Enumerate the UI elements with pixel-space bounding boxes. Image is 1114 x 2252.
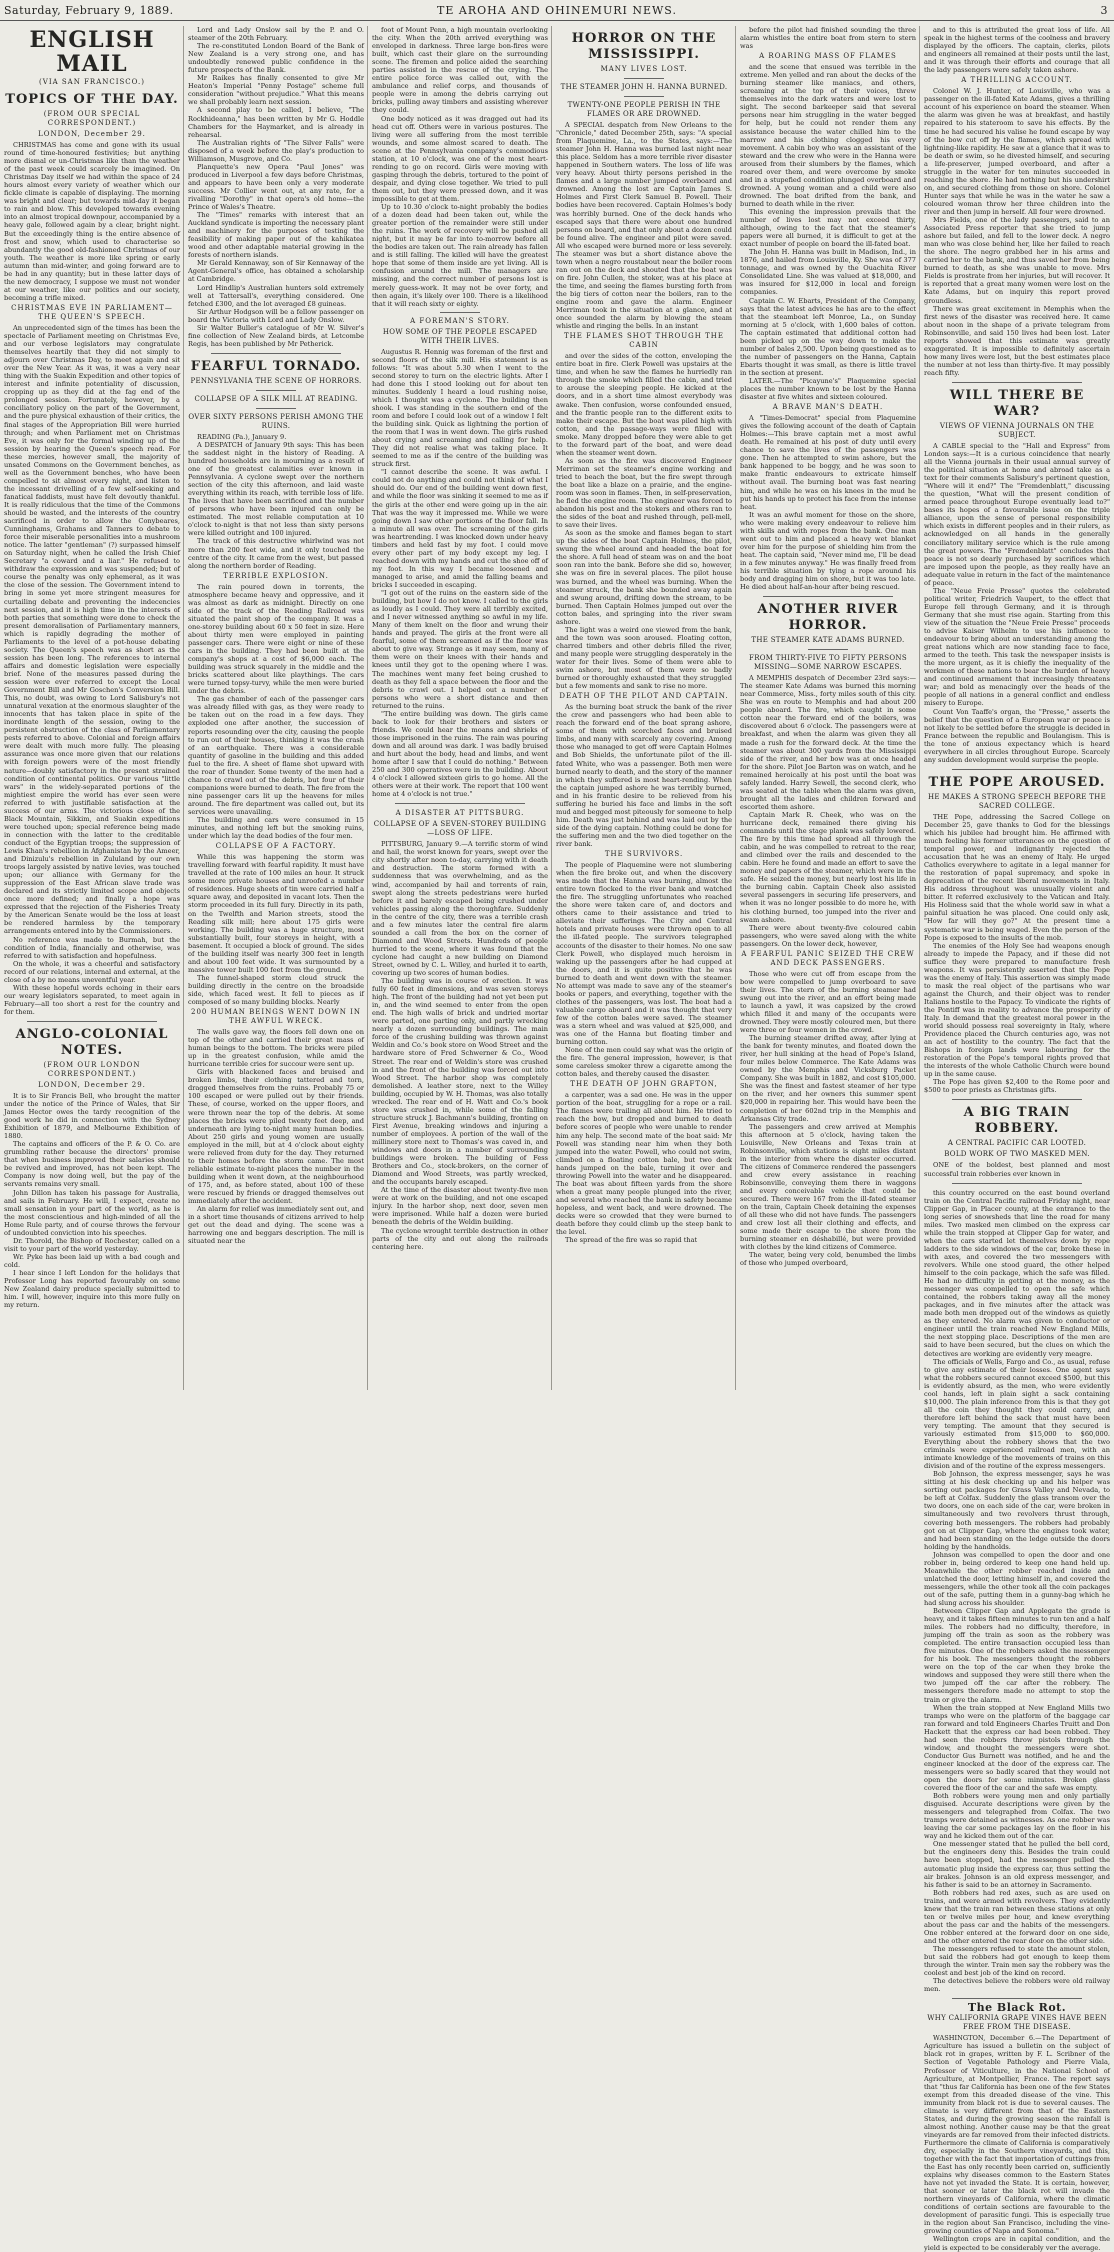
section-rule bbox=[952, 769, 1082, 770]
paragraph: and to this is attributed the great loss of life. All speak in the highest terms of the coolness and bravery displayed by the officers. The captain, clerks, pilots and engineers all remained at their posts until the last, and it was through their efforts and courage that all the lady passengers were safely taken ashore. bbox=[924, 26, 1110, 75]
paragraph: Lord Hindlip's Australian hunters sold extremely well at Tattersall's, everything considered. One fetched £300, and the lot averaged £8 guineas. bbox=[188, 283, 364, 308]
paragraph: When the train stopped at New England Mills two tramps who were on the platform of the baggage car ran forward and told Engineers Charles Truitt and Don Hackett that the express car had been robbed. They had seen the robbers throw pistols through the window, and thought the messengers were shot. Conductor Gus Burnett was notified, and he and the engineer knocked at the door of the express car. The messengers were so badly scared that they would not open the doors for some minutes. Broken glass covered the floor of the car and the safe was empty. bbox=[924, 1703, 1110, 1793]
paragraph: As soon as the smoke and flames began to start up the sides of the boat Captain Holmes, the pilot, swung the wheel around and headed the boat for the shore. A full head of steam was on and the boat soon ran into the bank. Before she did so, however, she was on fire in several places. The pilot house was burned, and the wheel was burning. When the steamer struck, the bank she bounded away again and swung around, drifting down the stream, to be burned. Then Captain Holmes jumped out over the cotton bales, and springing into the river swam ashore. bbox=[556, 529, 732, 626]
subheading: 200 HUMAN BEINGS WENT DOWN IN THE AWFUL WRECK. bbox=[190, 1008, 362, 1026]
source-line: (FROM OUR LONDON CORRESPONDENT.) bbox=[43, 1060, 141, 1078]
subheading: TERRIBLE EXPLOSION. bbox=[223, 571, 329, 580]
paragraph: "The entire building was down. The girls came back to look for their brothers and sisters or friends. We could hear the moans and shrieks of those imprisoned in the ruins. The rain was pouring down and all around was dark. I was badly bruised and hurt about the body, head and limbs, and went home after I saw that I could do nothing." Between 250 and 300 operatives were in the building. About 4 o'clock I allowed sixteen girls to go home. All the others were at their work. The report that 100 went home at 4 o'clock is not true." bbox=[372, 709, 548, 799]
paragraph: Girls with blackened faces and bruised and broken limbs, their clothing tattered and torn, dragged themselves from the ruins. Probably 75 or 100 escaped or were pulled out by their friends. These, of course, worked on the upper floors, and were thrown near the top of the debris. At some places the bricks were piled twenty feet deep, and underneath are lying to-night many human bodies. About 250 girls and young women are usually employed in the mill, but at 4 o'clock about eighty were relieved from duty for the day. They returned to their homes before the storm came. The most reliable estimate to-night places the number in the building when it went down, at the neighbourhood of 175, and, as before stated, about 100 of these were rescued by friends or dragged themselves out immediately after the accident. bbox=[188, 1068, 364, 1206]
paragraph: The Australian rights of "The Silver Falls" were disposed of a week before the play's production to Williamson, Musgrove, and Co. bbox=[188, 138, 364, 163]
paragraph: The gas chamber of each of the passenger cars was already filled with gas, as they were ready to be taken out on the road in a few days. They exploded one after another, the succession of reports resounding over the city, causing the people to run out of their houses, thinking it was the crash of an earthquake. There was a considerable quantity of gasoline in the building and this added fuel to the fire. A sheet of flame shot upward with the roar of thunder. Some twenty of the men had a chance to crawl out of the debris, but four of their companions were burned to death. The fire from the nine passenger cars lit up the heavens for miles around. The fire department was called out, but its services were unavailing. bbox=[188, 695, 364, 816]
newspaper-title: TE AROHA AND OHINEMURI NEWS. bbox=[437, 4, 677, 17]
subheading: A FEARFUL PANIC SEIZED THE CREW AND DECK PASSENGERS. bbox=[741, 949, 915, 967]
paragraph: The John H. Hanna was built in Madison, Ind., in 1876, and hailed from Louisville, Ky. She was of 377 tonnage, and was owned by the Ouachita River Consolidated Line. She was valued at $18,000, and was insured for $12,000 in local and foreign companies. bbox=[740, 248, 916, 297]
paragraph: The light was a weird one viewed from the bank, and the town was soon aroused. Floating cotton, charred timbers and other debris filled the river, and many people were struggling desperately in the water for their lives. Some of them were able to swim ashore, but most of them were so badly burned or thoroughly exhausted that they struggled but a few moments and sank to rise no more. bbox=[556, 625, 732, 691]
paragraph: The Pope has given $2,400 to the Rome poor and $500 to poor priests as Christmas gifts. bbox=[924, 1078, 1110, 1095]
paragraph: Mr Gerald Kennaway, son of Sir Kennaway of the Agent-General's office, has obtained a scholarship at Cambridge. bbox=[188, 259, 364, 284]
paragraph: "I got out of the ruins on the eastern side of the building, but how I do not know. I called to the girls as loudly as I could. They were all terribly excited, and I never witnessed anything so awful in my life. Many of them knelt on the floor and wrung their hands and prayed. The girls at the front were all fearful, some of them screamed as if the floor was about to give way. Strange as it may seem, many of them were on their knees with their hands and knees until they got to the opening where I was. The machines went many feet being crushed to death as they fell a space between the floor and the debris to crawl out. I helped out a number of persons who were a short distance and then returned to the ruins. bbox=[372, 589, 548, 710]
deck-line: THE STEAMER KATE ADAMS BURNED. bbox=[751, 636, 905, 645]
paragraph: An unprecedented sign of the times has been the spectacle of Parliament meeting on Christmas Eve, and our verbose legislators may congratulate themselves heartily that they did not simply to adjourn over Christmas Day, to meet again and sit over the New Year. As it was, it was a very near thing with the Suakin Expedition and other topics of interest and infinite potentiality of discussion, cropping up as they did at the fag end of the prolonged session. Fortunately, however, by a conciliatory policy on the part of the Government, and the pure physical exhaustion of their critics, the final stages of the Appropriation Bill were hurried through; and when Parliament met on Christmas Eve, it was only for the formal winding up of the session by hearing the Queen's speech read. For these mercies, however small, the majority of unsated Commons on the Government benches, as well as the Government benches, who have been compelled to sit almost every night, and listen to the incessant drivelling of a few self-seeking and fanatical faddists, must have felt devoutly thankful. It is really ridiculous that the time of the Commons should be wasted, and the interests of the country sacrificed in order to allow the Conybeares, Cunninghams, Grahams and Tanners to debate to force their miserable personalities into a mushroom notice. The latter "gentleman" (?) surpassed himself on Saturday night, when he called the Irish Chief Secretary "a coward and a liar." He refused to withdraw the expression and was suspended; but of course the penalty was only ephemeral, as it was the close of the session. The Government intend to bring in some yet more stringent measures for curtailing debate and preventing the indecencies next session, and it is high time in the interests of both parties that something were done to check the present demoralisation of Parliamentary manners, which is rapidly degrading the mother of Parliaments to the level of a pot-house debating society. The Queen's speech was as short as the session has been long. The references to internal affairs and domestic legislation were especially brief. None of the measures passed during the session were ever referred to except the Local Government Bill and Mr Goschen's Conversion Bill. This, no doubt, was owing to Lord Salisbury's not unnatural vexation at the enormous slaughter of the innocents that has taken place in spite of the inordinate length of the session, owing to the persistent obstruction of the class of Parliamentary pests referred to above. Colonial and foreign affairs were dealt with much more fully. The pleasing assurance was once more given that our relations with foreign powers were of the most friendly nature—doubly satisfactory in the present strained condition of continental politics. Our various "little wars" in the widely-separated portions of the mightiest empire the world has ever seen were referred to with justifiable satisfaction at the success of our arms. The victorious close of the Black Mountain, Sikkim, and Suakin expeditions were touched upon; special reference being made in connection with the latter to the creditable conduct of the Egyptian troops; the suppression of Lewis Khan's rebellion in Afghanistan by the Ameer, and Dinizulu's rebellion in Zululand by our own troops largely assisted by native levies, was touched upon; our alliance with Germany for the suppression of the East African slave trade was declared and its strictly limited scope and objects once more defined; and finally a hope was expressed that the rejection of the Fisheries Treaty by the American Senate would be the loss at least be rendered harmless by the temporary arrangements entered into by the Commissioners. bbox=[4, 323, 180, 936]
tornado-headline: FEARFUL TORNADO. bbox=[190, 358, 362, 374]
column-6 bbox=[924, 26, 1110, 2252]
paragraph: The officials of Wells, Fargo and Co., as usual, refuse to give any estimate of their losses. One agent says what the robbers secured cannot exceed $500, but this is evidently absurd, as the men, who were evidently cool hands, left in plain sight a sack containing $10,000. The plain inference from this is that they got all the coin they thought they could carry, and therefore left behind the sack that must have been very tempting. The amount that they secured is variously estimated from $15,000 to $60,000. Everything about the robbery shows that the two criminals were experienced railroad men, with an intimate knowledge of the movements of trains on this division and of the routine of the express messengers. bbox=[924, 1357, 1110, 1471]
column-3 bbox=[372, 26, 548, 1390]
via-line: (VIA SAN FRANCISCO.) bbox=[39, 78, 145, 86]
paragraph: Captain C. W. Ebarts, President of the Company, says that the latest advices he has are to the effect that the steamboat left Monroe, La., on Sunday morning at 5 o'clock, with 1,600 bales of cotton. The captain estimated that additional cotton had been picked up on the way down to make the number of bales 2,500. Upon being questioned as to the number of passengers on the Hanna, Captain Ebarts thought it was small, as there is little travel in the section at present. bbox=[740, 296, 916, 377]
paragraph: Colonel W. J. Hunter, of Louisville, who was a passenger on the ill-fated Kate Adams, gives a thrilling account of his experience on board the steamer. When the alarm was given he was at breakfast, and hastily repaired to his stateroom to save his effects. By the time he had secured his valise he found escape by way of the bow cut off by the flames, which spread with lightning-like rapidity. He saw at a glance that it was to be death or swim, so he divested himself, and securing a life-preserver, jumped overboard, and after a struggle in the water for ten minutes succeeded in reaching the shore. He had nothing but his undershirt on, and secured clothing from those on shore. Colonel Hunter says that while he was in the water he saw a coloured woman throw her three children into the river and then jump in herself. All four were drowned. bbox=[924, 87, 1110, 216]
paragraph: The spread of the fire was so rapid that bbox=[565, 1236, 698, 1245]
paragraph: Between Clipper Gap and Applegate the grade is heavy, and it takes fifteen minutes to run ten and a half miles. The robbers had no difficulty, therefore, in jumping off the train as soon as the robbery was completed. The entire transaction occupied less than five minutes. One of the robbers asked the messenger for his book. The messengers thought the robbers were on the top of the car when they broke the windows and supposed they were still there when the two jumped off the car after the robbery. The messengers therefore made no attempt to stop the train or give the alarm. bbox=[924, 1607, 1110, 1704]
paragraph: A CABLE special to the "Hall and Express" from London says:—It is a curious coincidence that nearly all the Vienna journals in their usual annual survey of the political situation at home and abroad take as a text for their comments Salisbury's pertinent question, "Where will it end?" The "Fremdenblatt," discussing the question, "What will the present condition of armed peace throughout Europe eventually lead to?" bases its hopes of a favourable issue on the triple alliance, upon the sense of personal responsibility which exists in different peoples and in their rulers, as acknowledged on all hands in the generally conciliatory military service which is the rule among the great powers. The "Fremdenblatt" concludes that peace is not so dearly purchased by sacrifices which are imposed upon the people, as they really have an adequate value in return in the fact of the maintenance of peace. bbox=[924, 441, 1110, 587]
section-rule bbox=[952, 1183, 1082, 1184]
paragraph: this country occurred on the east bound overland train on the Central Pacific railroad Friday night, near Clipper Gap, in Placer county, at the entrance to the long series of snowsheds that line the road for many miles. Two masked men climbed on the express car while the train stopped at Clipper Gap for water, and when the cars started let themselves down by rope ladders to the side windows of the car, broke these in with axes, and covered the two messengers with revolvers. While one stood guard, the other helped himself to the coin package, which the safe was filled. He had no difficulty in getting at the money, as the messenger was compelled to open the safe which contained, the robbers taking away all the money packages, and in five minutes after the attack was made both men dropped out of the windows as quietly as they entered. No alarm was given to conductor or engineer until the train reached New England Mills, the next stopping place. Descriptions of the men are said to have been secured, but the clues on which the detectives are working are evidently very meagre. bbox=[924, 1188, 1110, 1358]
paragraph: None of the men could say what was the origin of the fire. The general impression, however, is that some careless smoker threw a cigarette among the cotton bales, and thereby caused the disaster. bbox=[556, 1046, 732, 1079]
paragraph: The rain poured down in torrents, the atmosphere became heavy and oppressive, and it was almost as dark as midnight. Directly on one side of the track of the Reading Railroad was situated the paint shop of the company. It was a one-storey building about 60 x 50 feet in size. Here about thirty men were employed in painting passenger cars. There were eight or nine of these cars in the building. They had been built at the company's shops at a cost of $6,000 each. The building was struck squarely in the middle and the bricks scattered about like playthings. The cars were turned topsy-turvy, while the men were buried under the debris. bbox=[188, 582, 364, 696]
subheading: DEATH OF THE PILOT AND CAPTAIN. bbox=[559, 692, 729, 701]
deck-line: COLLAPSE OF A SEVEN-STOREY BUILDING—LOSS OF LIFE. bbox=[373, 820, 547, 838]
paragraph: Augustus R. Hennig was foreman of the first and second floors of the silk mill. His statement is as follows: "It was about 5.30 when I went to the second storey to turn on the electric lights. After I had done this I stood looking out for about ten minutes. Suddenly I heard a loud rushing noise, which I thought was a cyclone. The building then shook. I was standing in the southern end of the room and before I could look out of a window I felt the building sink. Quick as lightning the portion of the room that I was in went down. The girls rushed about crying and screaming and calling for help. They did not realise what was taking place. It seemed to me as if the centre of the building was struck first. bbox=[372, 347, 548, 469]
paragraph: A "Times-Democrat" special from Plaquemine gives the following account of the death of Captain Holmes:—This brave captain met a most awful death. He remained at his post of duty until every chance to save the lives of the passengers was gone. Then he attempted to swim ashore, but the bank happened to be boggy, and he was soon to make frantic endeavours to extricate himself without avail. The burning boat was fast nearing him, and while he was on his knees in the mud he put his hands up to protect his face from the intense heat. bbox=[740, 414, 916, 511]
paragraph: Up to 10.30 o'clock to-night probably the bodies of a dozen dead had been taken out, while the greater portion of the remainder were still under the ruins. The work of recovery will be pushed all night, but it may be far into to-morrow before all the bodies are taken out. The rain already has fallen and is still falling. The killed will have the greatest hope that some of them inside are yet living. All is confusion around the mill. The managers are missing, and the correct number of persons lost is merely guess-work. It may not be over forty, and then again, it's likely over 100. There is a likelihood that it will reach sixty or eighty. bbox=[372, 203, 548, 308]
paragraph: The funnel-shaped storm cloud struck the building directly in the centre on the broadside side, which faced west. It fell to pieces as if composed of so many building blocks. Nearly bbox=[188, 973, 364, 1007]
short-rule bbox=[624, 96, 664, 97]
subheading: THE FLAMES SHOT THROUGH THE CABIN bbox=[564, 332, 724, 350]
column-5 bbox=[740, 26, 916, 1390]
paragraph: There was great excitement in Memphis when the first news of the disaster was received here. It came about noon in the shape of a private telegram from Robinsonville, and said 150 lives had been lost. Later reports showed that this estimate was greatly exaggerated. It is impossible to definitely ascertain how many lives were lost, but the best estimates place the number at not less than thirty-five. It may possibly reach fifty. bbox=[924, 304, 1110, 377]
page-number: 3 bbox=[1100, 4, 1108, 17]
section-rule bbox=[395, 803, 525, 804]
english-mail-headline: ENGLISH MAIL bbox=[29, 27, 155, 77]
section-rule bbox=[952, 1099, 1082, 1100]
paragraph: Mrs Fields, one of the lady passengers, said to an Associated Press reporter that she tried to jump ashore but failed, and fell to the lower deck. A negro man who was close behind her, like her failed to reach the shore. The negro grabbed her in his arms and carried her to the bank, and thus saved her from being burned to death, as she was unable to move. Mrs Fields is prostrate from her injuries, but will recover. It is reported that a great many women were lost on the Kate Adams, but on inquiry this report proved groundless. bbox=[924, 216, 1110, 305]
paragraph: The building was in course of erection. It was fully 60 feet in dimensions, and was seven storeys high. The front of the building had not yet been put in, and the wind seemed to enter from the open end. The high walls of brick and undried mortar were parted, one parting only, and partly wrecking nearly a dozen surrounding buildings. The main force of the crushing building was thrown against Weldin and Co.'s book store on Wood Street and the hardware store of Fred Schwerner & Co., Wood Street. The rear end of Weldin's store was crushed in and the front of the building was forced out into Wood Street. The harbor shop was completely demolished. A leather store, next to the Willey building, occupied by W. H. Thomas, was also totally wrecked. The rear end of H. Watt and Co.'s book store was crushed in, while some of the falling structure struck J. Bachmann's building, fronting on First Avenue, breaking windows and injuring a number of employees. A portion of the wall of the millinery store next to Thomas's was caved in, and windows and doors in a number of surrounding buildings were broken. The building of Fess Brothers and Co., stock-brokers, on the corner of Diamond and Wood Streets, was partly wrecked, and the occupants barely escaped. bbox=[372, 977, 548, 1187]
paragraph: WASHINGTON, December 6.—The Department of Agriculture has issued a bulletin on the subject of black rot in grapes, written by F. L. Scribner of the Section of Vegetable Pathology and Pierre Viala, Professor of Viticulture, in the National School of Agriculture, at Montpellier, France. The report says that "thus far California has been one of the few States exempt from this dreaded disease of the vine. This immunity from black rot is due to several causes. The climate is very different from that of the Eastern States, and during the growing season the rainfall is almost nothing. Another cause may be that the great vineyards are far removed from their infected districts. Furthermore the climate of California is comparatively dry, especially in the Southern vineyards, and this, together with the fact that importation of cuttings from the East has only recently been carried on, sufficiently explains why diseases common to the Eastern States have not yet invaded the State. It is certain, however, that sooner or later the black rot will invade the northern vineyards of California, where the climatic conditions of certain sections are favourable to the development of parasitic fungi. This is especially true in the region about San Francisco, including the vine-growing counties of Napa and Sonoma." bbox=[924, 2034, 1110, 2236]
column-1 bbox=[4, 26, 180, 1390]
deck-line: A CENTRAL PACIFIC CAR LOOTED. bbox=[947, 1139, 1087, 1148]
paragraph: The "Times" remarks with interest that an Auckland syndicate is importing the necessary plant and machinery for the purposes of testing the feasibility of making paper out of the kahikatea wood and other adaptable material growing in the forests of northern islands. bbox=[188, 211, 364, 260]
deck-line: VIEWS OF VIENNA JOURNALS ON THE SUBJECT. bbox=[939, 421, 1095, 439]
headline: WILL THERE BE WAR? bbox=[949, 387, 1085, 419]
paragraph: The messengers refused to state the amount stolen, but said the robbers had got enough to keep them through the winter. Train men say the robbery was the coolest and best job of the kind on record. bbox=[924, 1944, 1110, 1978]
paragraph: Wellington crops are in capital condition, and the yield is expected to be considerably ver the average. bbox=[924, 2235, 1110, 2252]
paragraph: Wr. Pyke has been laid up with a bad cough and cold. bbox=[4, 1252, 180, 1269]
column-rule bbox=[551, 26, 552, 1390]
deck-line: HE MAKES A STRONG SPEECH BEFORE THE SACRED COLLEGE. bbox=[928, 792, 1106, 810]
headline: THE POPE AROUSED. bbox=[928, 774, 1106, 790]
paragraph: Planquette's new Opera "Paul Jones" was produced in Liverpool a few days before Christmas, and appears to have been only a very moderate success. Mr Collier went out, at any rate, for a rivalling "Dorothy" in that opera's old home—the Prince of Wales's Theatre. bbox=[188, 162, 364, 212]
section-rule bbox=[763, 596, 893, 597]
short-rule bbox=[256, 408, 296, 409]
deck-line: WHY CALIFORNIA GRAPE VINES HAVE BEEN FREE FROM THE DISEASE. bbox=[927, 2014, 1107, 2032]
anglo-colonial-heading: ANGLO-COLONIAL NOTES. bbox=[15, 1026, 169, 1058]
deck-line: BOLD WORK OF TWO MASKED MEN. bbox=[944, 1150, 1090, 1159]
paragraph: A DESPATCH of January 9th says: This has been the saddest night in the history of Reading. A hundred households are in mourning as a result of one of the greatest calamities ever known in Pennsylvania. A cyclone swept over the northern section of the city this afternoon, and laid waste everything within its reach, with terrible loss of life. The lives that have been sacrificed and the number of persons who have been injured can only be estimated. The most reliable computation at 10 o'clock to-night is that not less than sixty persons were killed outright and 100 injured. bbox=[188, 440, 364, 538]
column-rule bbox=[183, 26, 184, 1390]
deck-line: OVER SIXTY PERSONS PERISH AMONG THE RUINS. bbox=[188, 412, 364, 430]
deck-line: PENNSYLVANIA THE SCENE OF HORRORS. bbox=[190, 376, 362, 385]
paragraph: The cyclone wrought terrible destruction in other parts of the city and out along the railroads centering here. bbox=[372, 1226, 548, 1251]
column-rule bbox=[919, 26, 920, 1390]
paragraph: Mr Raikes has finally consented to give Mr Heaton's Imperial "Penny Postage" scheme full consideration "without prejudice." What this means we shall probably learn next session. bbox=[188, 74, 364, 107]
short-rule bbox=[440, 312, 480, 313]
paragraph: Those who were cut off from escape from the bow were compelled to jump overboard to save their lives. The stern of the burning steamer had swung out into the river, and an effort being made to launch a yawl, it was capsized by the crowd which filled it and many of the occupants were drowned. They were mostly coloured men, but there were three or four women in the crowd. bbox=[740, 969, 916, 1035]
paragraph: The building and cars were consumed in 15 minutes, and nothing left but the smoking ruins, under which lay the dead bodies of the four men. bbox=[188, 816, 364, 841]
paragraph: It is to Sir Francis Bell, who brought the matter under the notice of the Prince of Wales, that Sir James Hector owes the tardy recognition of the good work he did in connection with the Sydney Exhibition of 1879, and Melbourne Exhibition of 1880. bbox=[4, 1091, 180, 1141]
paragraph: With these hopeful words echoing in their ears our weary legislators separated, to meet again in February—all too short a rest for the country and for them. bbox=[4, 983, 180, 1016]
paragraph: foot of Mount Penn, a high mountain overlooking the city. When the 20th arrived everything was enveloped in darkness. Three large bon-fires were built, which cast their glare on the surrounding scene. The firemen and police aided the searching parties assisted in the rescue of the crying. The entire police force was called out, with the ambulance and relief corps, and thousands of people were in among the debris carrying out bricks, pulling away timbers and assisting wherever they could. bbox=[372, 26, 548, 115]
columns bbox=[4, 26, 1110, 2252]
paragraph: Both robbers were young men and only partially disguised. Accurate descriptions were given by the messengers and telegraphed from Colfax. The two tramps were detained as witnesses. As one robber was leaving the car some packages lay on the floor in his way and he kicked them out of the car. bbox=[924, 1792, 1110, 1841]
paragraph: LATER.—The "Picayune's" Plaquemine special places the number known to be lost by the Hanna disaster at five whites and sixteen coloured. bbox=[740, 376, 916, 402]
paragraph: The people of Plaquemine were not slumbering when the fire broke out, and when the discovery was made that the Hanna was burning, almost the entire town flocked to the river bank and watched the fire. The struggling unfortunates who reached the shore were taken care of, and doctors and others came to their assistance and tried to alleviate their sufferings. The City and Central hotels and private houses were thrown open to all the ill-fated people. The survivors telegraphed accounts of the disaster to their homes. No one saw Clerk Powell, who displayed much heroism in waking up the passengers after he had cupped at the doors, and it is quite positive that he was burned to death and went down with the steamer. No attempt was made to save any of the steamer's books or papers, and everything, together with the clothes of the passengers, was lost. The boat had a valuable cargo aboard and it was thought that very few of the cotton bales were saved. The steamer was a stern wheel and was valued at $25,000, and was one of the Hanna but floating timber and burning cotton. bbox=[556, 861, 732, 1047]
subheading: A DISASTER AT PITTSBURG. bbox=[395, 809, 525, 818]
paragraph: The "Neue Freie Presse" quotes the celebrated political writer, Friedrich Vaupert, to the effect that Europe fell through Germany, and it is through Germany that she must rise again. Starting from this view of the situation the "Neue Freie Presse" proceeds to advise Kaiser Wilhelm to use his influence to endeavour to bring about an understanding among the great nations which are now standing face to face, armed to the teeth. This task the newspaper insists is the more urgent, as it is chiefly the inequality of the workmen of these nations to bear the burden of heavy and continued armament that increasingly threatens war; and bold as menacingly over the heads of the people of all nations in a general conflict and endless misery to Europe. bbox=[924, 586, 1110, 708]
subheading: A THRILLING ACCOUNT. bbox=[961, 76, 1073, 85]
subheading: COLLAPSE OF A FACTORY. bbox=[215, 842, 337, 851]
deck-line: HOW SOME OF THE PEOPLE ESCAPED WITH THEIR LIVES. bbox=[382, 327, 538, 345]
dateline: LONDON, December 29. bbox=[38, 130, 146, 138]
subheading: THE DEATH OF JOHN GRAFTON, bbox=[570, 1080, 718, 1089]
paragraph: Sir Walter Buller's catalogue of Mr W. Silver's fine collection of New Zealand birds, at Letcombe Regis, has been published by Mr Petherick. bbox=[188, 323, 364, 348]
another-river-horror-headline: ANOTHER RIVER HORROR. bbox=[757, 602, 899, 634]
column-rule bbox=[367, 26, 368, 1390]
column-4 bbox=[556, 26, 732, 1390]
paragraph: It was an awful moment for those on the shore, who were making every endeavour to relieve him with skills and with ropes from the bank. One man went out to him and placed a heavy wet blanket over him for the purpose of shielding him from the heat. The captain said, "Never mind me, I'll be dead in a few minutes anyway." He was finally freed from his terrible situation by tying a rope around his body and dragging him on shore, but it was too late. He died about half-an-hour after being rescued. bbox=[740, 510, 916, 592]
headline: A BIG TRAIN ROBBERY. bbox=[963, 1105, 1071, 1137]
paragraph: The water, being very cold, benumbed the limbs of those who jumped overboard, bbox=[740, 1251, 916, 1268]
paragraph: PITTSBURG, January 9.—A terrific storm of wind and hail, the worst known for years, swept over the city shortly after noon to-day, carrying with it death and destruction. The storm formed with a suddenness that was overwhelming, and as the wind, accompanied by hail and torrents of rain, swept along the streets pedestrians were hurled before it and barely escaped being crushed under vehicles passing along the thoroughfare. Suddenly in the centre of the city, there was a terrible crash and a few minutes later the central fire alarm sounded a call from the box on the corner of Diamond and Wood Streets. Hundreds of people hurried to the scene, where it was found that the cyclone had caught a new building on Diamond Street, owned by C. L. Willey, and hurled it to earth, covering up two scores of human bodies. bbox=[372, 840, 548, 978]
paragraph: Lord and Lady Onslow sail by the P. and O. steamer of the 20th February. bbox=[188, 26, 364, 43]
deck-line: THE STEAMER JOHN H. HANNA BURNED. bbox=[560, 83, 728, 91]
paragraph: An alarm for relief was immediately sent out, and in a short time thousands of citizens arrived to help get out the dead and dying. The scene was a harrowing one and beggars description. The mill is situated near the bbox=[188, 1205, 364, 1246]
paragraph: One body noticed as it was dragged out had its head cut off. Others were in various postures. The living were all suffering from the most terrible wounds, and some almost scared to death. The scene at the Pennsylvania company's commodious station, at 10 o'clock, was one of the most heart-rending to go on record. Girls were moving with gasping through the debris, tortured to the point of despair, and dying close together. We tried to pull them out, but they were pressed down, and it was impossible to get at them. bbox=[372, 114, 548, 203]
paragraph: "I cannot describe the scene. It was awful. I could not do anything and could not think of what I should do. Our end of the building went down first, and while the floor was sinking it seemed to me as if the girls at the other end were going up in the air. That was the way it impressed me. While we were going down I saw other portions of the floor fall. In a minute all was over. The screaming of the girls was heartrending. I was knocked down under heavy timbers and held fast by my foot. I could move every other part of my body except my leg. I reached down with my hands and cut the shoe off of my foot. In this way I became loosened and managed to arise, and amid the falling beams and bricks I succeeded in escaping. bbox=[372, 468, 548, 589]
paragraph: CHRISTMAS has come and gone with its usual round of time-honoured festivities; but anything more dismal or un-Christmas like than the weather of the past week could scarcely be imagined. On Christmas Day itself we had within the space of 24 hours almost every variety of weather which our fickle climate is capable of displaying. The morning was bright and clear; but towards mid-day it began to rain and blow. This developed towards evening into an almost tropical downpour, accompanied by a heavy gale, followed again by a clear, bright night. But the exceedingly thing is the entire absence of frost and snow, which used to characterise so abundantly the good old-fashioned Christmas of our youth. The weather is more like spring or early autumn than mid-winter, and going forward are to be had in any quantity; but in these latter days of the new democracy, I suppose we must not wonder at our weather, like our politics and our society, becoming a trifle mixed. bbox=[4, 141, 180, 302]
paragraph: Johnson was compelled to open the door and one robber in, being ordered to keep one hand held up. Meanwhile the other robber reached inside and unlatched the door, letting himself in, and covered the messengers, while the other took all the coin packages out of the safe, putting them in a gunny-bag which he had slung across his shoulder. bbox=[924, 1550, 1110, 1607]
short-rule bbox=[624, 78, 664, 79]
paragraph: The re-constituted London Board of the Bank of New Zealand is a very strong one, and has undoubtedly renewed public confidence in the future prospects of the Bank. bbox=[188, 42, 364, 75]
column-2 bbox=[188, 26, 364, 1390]
paragraph: and the scene that ensued was terrible in the extreme. Men yelled and ran about the decks of the burning steamer like maniacs, and others, screaming at the top of their voices, threw themselves into the dark waters and were lost to sight. The second barkeeper said that several persons near him struggling in the water begged for help, but he could not render them any assistance because the water chilled him to the marrow and his clothing clogged his every movement. A cabin boy who was an assistant of the steward and the crew who were in the Hanna were aroused from their slumbers by the flames, which roared over them, and were overcome by smoke and in a stupefied condition plunged overboard and drowned. A young woman and a child were also drowned. The boat drifted from the bank, and burned to death while in the river. bbox=[740, 63, 916, 208]
paragraph: Sir Arthur Hodgson will be a fellow passenger on board the Victoria with Lord and Lady Onslow. bbox=[188, 307, 364, 324]
mississippi-headline: HORROR ON THE MISSISSIPPI. bbox=[571, 31, 717, 62]
subheading: CHRISTMAS EVE IN PARLIAMENT— THE QUEEN'S SPEECH. bbox=[11, 303, 173, 321]
paragraph: There were about twenty-five coloured cabin passengers, who were saved along with the white passengers. On the lower deck, however, bbox=[740, 923, 916, 948]
paragraph: Bob Johnson, the express messenger, says he was sitting at his desk checking up and his helper was sorting out packages for Grass Valley and Nevada, to be left at Colfax. Suddenly the glass transom over the two doors, one on each side of the car, were broken in simultaneously and two revolvers thrust through, covering both messengers. The robbers had probably got on at Clipper Gap, where the engines took water, and had been standing on the ledge outside the doors holding by the handholds. bbox=[924, 1470, 1110, 1551]
paragraph: The walls gave way, the floors fell down one on top of the other and carried their great mass of human beings to the bottom. The bricks were piled up in the greatest confusion, while amid the hurricane terrible cries for succour were sent up. bbox=[188, 1028, 364, 1069]
paragraph: The passengers and crew arrived at Memphis this afternoon at 5 o'clock, having taken the Louisville, New Orleans and Texas train at Robinsonville, which stations is eight miles distant in the interior from where the disaster occurred. The citizens of Commerce rendered the passengers and crew every assistance in reaching Robinsonville, conveying them there in waggons and every conceivable vehicle that could be secured. There were 167 from the ill-fated steamer on the train, Captain Cheek detaining the expenses of all these who did not have funds. The passengers and crew lost all their clothing and effects, and some made their escape to the shore from the burning steamer en déshabillé, but were provided with clothes by the kind citizens of Commerce. bbox=[740, 1122, 916, 1252]
deck-line: COLLAPSE OF A SILK MILL AT READING. bbox=[194, 394, 358, 403]
paragraph: At the time of the disaster about twenty-five men were at work on the building, and not one escaped injury. In the harbor shop, next door, seven men were imprisoned. While half a dozen were buried beneath the debris of the Weldin building. bbox=[372, 1186, 548, 1227]
paragraph: Dr. Thorold, the Bishop of Rochester, called on a visit to your part of the world yesterday. bbox=[4, 1236, 180, 1253]
subheading: A FOREMAN'S STORY. bbox=[410, 316, 510, 325]
paragraph: before the pilot had finished sounding the three alarm whistles the entire boat from stern to stern was bbox=[740, 26, 916, 51]
paragraph: A SPECIAL despatch from New Orleans to the "Chronicle," dated December 25th, says: "A special from Plaquemine, La., to the States, says:—The steamer John H. Hanna was burned last night near this place. Seldom has a more terrible river disaster happened in Southern waters. The loss of life was very heavy. About thirty persons perished in the flames and a large number jumped overboard and drowned. Among the lost are Captain James S. Holmes and First Clerk Samuel B. Powell. Their bodies have been recovered. Captain Holmes's body was horribly burned. One of the deck hands who escaped says that there were about one hundred persons on board, and that only about a dozen could be found alive. The engineer and pilot were saved. All who escaped were burned more or less severely. The steamer was but a short distance above the town when a negro roustabout near the boiler room ran out on the deck and shouted that the boat was on fire. John Cullen, the stoker, was at his place at the time, and seeing the flames bursting forth from the big tiers of cotton near the boilers, ran to the engine room and gave the alarm. Engineer Merriman took in the situation at a glance, and at once sounded the alarm by blowing the steam whistle and ringing the bells. In an instant bbox=[556, 121, 732, 331]
paragraph: THE Pope, addressing the Sacred College on December 25, gave thanks to God for the blessings which his jubilee had brought him. He affirmed with much feeling his former utterances on the question of temporal power, and indignantly rejected the accusation that he was an enemy of Italy. He urged Catholics everywhere to agitate in a legal manner for the restoration of papal supremacy, and spoke in deprecation of the recent liberal movements in Italy. His address throughout was unusually violent and bitter. It referred exclusively to the Vatican and Italy. His Holiness said that the whole world saw in what a painful situation he was placed. One could only ask, "How far will they go?" At the present time a systematic war is being waged. Even the person of the Pope is exposed to the insults of the mob. bbox=[924, 812, 1110, 942]
subheading: THE SURVIVORS. bbox=[604, 850, 684, 859]
paragraph: A second play to be called, I believe, "The Rockhideanna," has been written by Mr G. Hoddle Chambers for the Haymarket, and is already in rehearsal. bbox=[188, 106, 364, 139]
paragraph: Captain Mark R. Cheek, who was on the hurricane deck, remained there giving his commands until the stage plank was safely lowered. The fire by this time had spread all through the cabin, and he was compelled to retreat to the rear, and climbed over the rails and descended to the cabin. Here he found and made an effort to save the money and papers of the steamer, which were in the safe. He seized the money, but nearly lost his life in the burning cabin. Captain Cheek also assisted several passengers in securing life preservers, and when it was no longer possible to do more he, with his clothing burned, too jumped into the river and swam ashore. bbox=[740, 810, 916, 924]
section-rule bbox=[211, 353, 341, 354]
source-line: (FROM OUR SPECIAL CORRESPONDENT.) bbox=[43, 110, 141, 127]
issue-date: Saturday, February 9, 1889. bbox=[4, 4, 174, 17]
paragraph: No reference was made to Burmah, but the condition of India, financially and otherwise, was referred to with satisfaction and hopefulness. bbox=[4, 935, 180, 960]
paragraph: I hear since I left London for the holidays that Professor Long has reported favourably on some New Zealand dairy produce specially submitted to him. I will, however, inquire into this more fully on my return. bbox=[4, 1269, 180, 1310]
paragraph: The captains and officers of the P. & O. Co. are grumbling rather because the directors' promise that when business improved their salaries should be revived and improved, has not been kept. The Company is now doing well, but the pay of the servants remains very small. bbox=[4, 1140, 180, 1189]
dateline: READING (Pa.), January 9. bbox=[197, 432, 287, 441]
short-rule bbox=[256, 390, 296, 391]
paragraph: One messenger stated that he pulled the bell cord, but the engineers deny this. Besides the train could have been stopped, had the messenger pulled the automatic plug inside the express car, thus setting the air brakes. Johnson is an old express messenger, and his father is said to be an attorney in Sacramento. bbox=[924, 1840, 1110, 1889]
section-rule bbox=[27, 1021, 157, 1022]
paragraph: John Dillon has taken his passage for Australia, and sails in February. He will, I expect, create no small sensation in your part of the world, as he is the most conscientious and high-minded of all the Home Rule party, and of course throws the fervour of undoubted conviction into his speeches. bbox=[4, 1188, 180, 1237]
paragraph: On the whole, it was a cheerful and satisfactory record of our relations, internal and external, at the close of a by no means uneventful year. bbox=[4, 959, 180, 984]
section-rule bbox=[952, 382, 1082, 383]
subheading: A ROARING MASS OF FLAMES bbox=[759, 52, 897, 61]
paragraph: a carpenter, was a sad one. He was in the upper portion of the boat, struggling for a rope or a rail. The flames were trailing all about him. He tried to reach the bow, but dropped and burned to death before scores of people who were unable to render him any help. The second mate of the boat said: Mr Powell was standing near him when they both jumped into the water. Powell, who could not swim, climbed on a floating cotton bale, but two deck hands jumped on the bale, turning it over and throwing Powell into the water and he disappeared. The boat was about fifteen yards from the shore when a great many people plunged into the river, and several who reached the bank in safety became hopeless, and went back, and were drowned. The decks were so crowded that they were burned to death before they could climb up the steep bank to the level. bbox=[556, 1091, 732, 1237]
deck-line: TWENTY-ONE PEOPLE PERISH IN THE FLAMES OR ARE DROWNED. bbox=[567, 101, 721, 118]
paragraph: As soon as the fire was discovered Engineer Merriman set the steamer's engine working and tried to beach the boat, but the fire swept through the boat like a blaze on a prairie, and the engine-room was soon in flames. Then, in self-preservation, he fled the engine room. The engineer was forced to abandon his post and the stokers and others ran to the sides of the boat and rushed through, pell-mell, to save their lives. bbox=[556, 456, 732, 530]
deck-line: FROM THIRTY-FIVE TO FIFTY PERSONS MISSING—SOME NARROW ESCAPES. bbox=[749, 654, 907, 672]
paragraph: The detectives believe the robbers were old railway men. bbox=[924, 1977, 1110, 1994]
dateline: LONDON, December 29. bbox=[38, 1080, 146, 1089]
short-rule bbox=[808, 649, 848, 650]
paragraph: The burning steamer drifted away, after lying at the bank for twenty minutes, and floated down the river, her hull sinking at the head of Pope's Island, four miles below Commerce. The Kate Adams was owned by the Memphis and Vicksburg Packet Company. She was built in 1882, and cost $105,000. She was the finest and fastest steamer of her type on the river, and her owners this summer spent $20,000 in repairing her. This would have been the completion of her 602nd trip in the Memphis and Arkansas City trade. bbox=[740, 1034, 916, 1123]
black-rot-headline: The Black Rot. bbox=[967, 2001, 1067, 2015]
topics-heading: TOPICS OF THE DAY. bbox=[5, 92, 179, 107]
masthead bbox=[0, 2, 1114, 21]
paragraph: While this was happening the storm was travelling forward with fearful rapidity. It must have travelled at the rate of 100 miles an hour. It struck some more private houses and unroofed a number of residences. Huge sheets of tin were carried half a square away, and deposited in vacant lots. Then the storm proceeded in its full fury. Directly in its path, on the Twelfth and Marion streets, stood the Reading silk mill; here about 175 girls were working. The building was a huge structure, most substantially built, four storeys in height, with a basement. It occupied a block of ground. The sides of the building itself was nearly 300 feet in length and about 100 feet wide. It was surmounted by a massive tower built 100 feet from the ground. bbox=[188, 853, 364, 974]
paragraph: A MEMPHIS despatch of December 23rd says:—The steamer Kate Adams was burned this morning near Commerce, Miss., forty miles south of this city. She was en route to Memphis and had about 200 people aboard. The fire, which caught in some cotton near the forward end of the boilers, was discovered about 6 o'clock. The passengers were at breakfast, and when the alarm was given they all made a rush for the forward deck. At the time the steamer was about 300 yards from the Mississippi side of the river, and her bow was at once headed for the shore. Pilot Joe Barton was on watch, and he remained heroically at his post until the boat was safely landed. Harry Sewell, the second clerk, who was seated at the table when the alarm was given, brought all the ladies and children forward and escorted them ashore. bbox=[740, 674, 916, 811]
subheading: MANY LIVES LOST. bbox=[600, 65, 688, 73]
column-rule bbox=[735, 26, 736, 1390]
paragraph: Both robbers had red axes, such as are used on trains, and were armed with revolvers. They evidently knew that the train ran between these stations at only ten or twelve miles per hour, and knew everything about the pass car and the habits of the messengers. One robber entered at the forward door on one side, and the other entered the rear door on the other side. bbox=[924, 1888, 1110, 1945]
subheading: A BRAVE MAN'S DEATH. bbox=[772, 403, 884, 412]
section-rule bbox=[952, 1998, 1082, 1999]
paragraph: The enemies of the Holy See had weapons enough already to impede the Papacy, and if these did not suffice they were prepared to manufacture fresh weapons. It was persistently asserted that the Pope was the enemy of Italy. This assertion was simply made to mask the real object of the partisans who war against the Church, and their object was to render Italians hostile to the Papacy. To vindicate the rights of the Pontiff was in reality to advance the prosperity of Italy. In demand that the greatest moral power in the world should possess real sovereignty in Italy, where Providence placed the Church centuries ago, was not an act of hostility to the country. The fact that the Bishops in foreign lands were labouring for the restoration of the Pope's temporal rights proved that the interests of the whole Catholic Church were bound up in the same cause. bbox=[924, 941, 1110, 1079]
paragraph: This evening the impression prevails that the number of lives lost may not exceed thirty, although, owing to the fact that the steamer's papers were all burned, it is difficult to get at the exact number of people on board the ill-fated boat. bbox=[740, 207, 916, 249]
paragraph: As the burning boat struck the bank of the river the crew and passengers who had been able to reach the forward end of the boat sprang ashore, some of them with scorched faces and bruised limbs, and many with scarcely any covering. Among those who managed to get off were Captain Holmes and Bob Shields, the unfortunate pilot of the ill-fated White, who was a passenger. Both men were burned nearly to death, and the story of the manner in which they suffered is most heart-rending. When the captain jumped ashore he was terribly burned, and in his frantic desire to be relieved from his suffering he buried his face and limbs in the soft mud and begged most piteously for someone to help him. Death was just behind and was laid out by the side of the dying captain. Nothing could be done for the suffering men and the two died together on the river bank. bbox=[556, 703, 732, 848]
paragraph: and over the sides of the cotton, enveloping the entire boat in fire. Clerk Powell was upstairs at the time, and when he saw the flames he hurriedly ran through the smoke which filled the cabin, and tried to arouse the sleeping people. He kicked at the doors, and in a short time almost everybody was awake. Then confusion, worse confounded ensued, and the frantic people ran to the different exits to make their escape. But the boat was piled high with cotton, and the passage-ways were filled with smoke. Many dropped before they were able to get to the forward part of the boat, and were dead when the steamer went down. bbox=[556, 352, 732, 457]
paragraph: ONE of the boldest, best planned and most successful train robberies ever known in bbox=[924, 1161, 1110, 1178]
paragraph: Count Von Taaffe's organ, the "Presse," asserts the belief that the question of a European war or peace is not likely to be settled before the struggle is decided in France between the republic and Boulangism. This is the tone of anxious expectancy which is heard everywhere in all circles throughout Europe. Scarcely any sudden development would surprise the people. bbox=[924, 707, 1110, 764]
paragraph: The track of this destructive whirlwind was not more than 200 feet wide, and it only touched the centre of the city. It came from the west, but passed along the northern border of Reading. bbox=[188, 537, 364, 570]
